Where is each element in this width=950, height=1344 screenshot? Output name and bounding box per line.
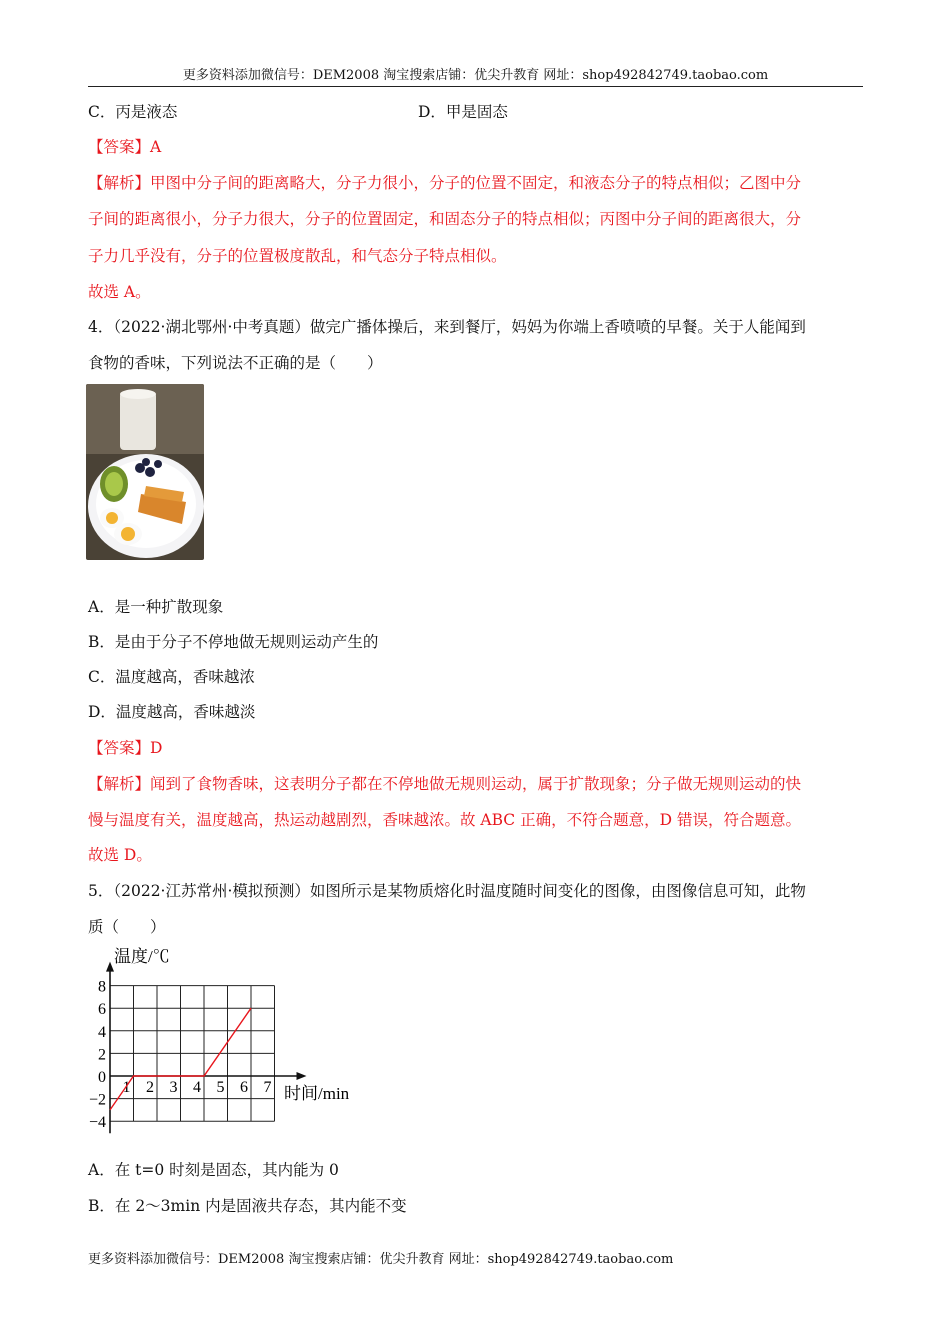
q4-stem-line: 食物的香味，下列说法不正确的是（ ） <box>88 354 383 372</box>
q4-conclusion: 故选 D。 <box>88 846 152 864</box>
q3-option-c: C．丙是液态 <box>88 103 178 121</box>
breakfast-photo <box>86 384 204 560</box>
q4-analysis-line: 【解析】闻到了食物香味，这表明分子都在不停地做无规则运动，属于扩散现象；分子做无规则运动的快 <box>88 775 802 793</box>
q4-option: C．温度越高，香味越浓 <box>88 668 255 686</box>
x-tick-label: 7 <box>263 1079 272 1096</box>
x-tick-label: 6 <box>240 1079 248 1096</box>
q5-stem-line: 质（ ） <box>88 918 166 936</box>
q4-option: A．是一种扩散现象 <box>88 598 224 616</box>
page-header: 更多资料添加微信号：DEM2008 淘宝搜索店铺：优尖升教育 网址：shop492842749.taobao.com <box>88 66 863 87</box>
y-tick-label: 8 <box>98 978 106 996</box>
q3-option-d: D．甲是固态 <box>418 103 508 121</box>
q5-option: B．在 2～3min 内是固液共存态，其内能不变 <box>88 1197 407 1215</box>
chart-y-axis-label: 温度/℃ <box>114 947 170 966</box>
q3-analysis-line: 子力几乎没有，分子的位置极度散乱，和气态分子特点相似。 <box>88 247 507 265</box>
y-tick-label: 6 <box>98 1001 106 1019</box>
y-tick-label: 4 <box>98 1023 106 1041</box>
x-tick-label: 1 <box>122 1079 131 1096</box>
q5-option: A．在 t=0 时刻是固态，其内能为 0 <box>88 1161 339 1179</box>
q5-stem-line: 5．（2022·江苏常州·模拟预测）如图所示是某物质熔化时温度随时间变化的图像，由图像信息可知，此物 <box>88 882 806 900</box>
x-axis-arrow <box>297 1072 307 1080</box>
q4-option: B．是由于分子不停地做无规则运动产生的 <box>88 633 379 651</box>
q3-conclusion: 故选 A。 <box>88 283 151 301</box>
x-tick-label: 2 <box>146 1079 154 1096</box>
x-tick-label: 5 <box>216 1079 225 1096</box>
x-tick-label: 4 <box>193 1079 201 1096</box>
chart-grid <box>110 986 275 1122</box>
chart-axes <box>106 962 307 1134</box>
q4-option: D．温度越高，香味越淡 <box>88 703 256 721</box>
x-tick-label: 3 <box>169 1079 178 1096</box>
page-footer: 更多资料添加微信号：DEM2008 淘宝搜索店铺：优尖升教育 网址：shop492842749.taobao.com <box>88 1252 674 1267</box>
q4-answer: 【答案】D <box>88 739 163 757</box>
q4-analysis-line: 慢与温度有关，温度越高，热运动越剧烈，香味越浓。故 ABC 正确，不符合题意，D 错误，符合题意。 <box>88 811 801 829</box>
q3-answer: 【答案】A <box>88 138 162 156</box>
y-tick-label: 0 <box>98 1069 106 1086</box>
temperature-time-chart <box>80 940 380 1140</box>
q3-options-row <box>88 100 508 122</box>
chart-x-axis-label: 时间/min <box>284 1084 350 1103</box>
y-tick-label: −2 <box>88 1091 106 1109</box>
y-axis-arrow <box>106 962 114 972</box>
q3-analysis-line: 子间的距离很小，分子力很大，分子的位置固定，和固态分子的特点相似；丙图中分子间的距离很大，分 <box>88 210 802 228</box>
y-tick-label: −4 <box>88 1114 106 1132</box>
q4-stem-line: 4．（2022·湖北鄂州·中考真题）做完广播体操后，来到餐厅，妈妈为你端上香喷喷的早餐。关于人能闻到 <box>88 318 806 336</box>
q3-analysis-line: 【解析】甲图中分子间的距离略大，分子力很小，分子的位置不固定，和液态分子的特点相似；乙图中分 <box>88 174 802 192</box>
y-tick-label: 2 <box>98 1046 106 1064</box>
